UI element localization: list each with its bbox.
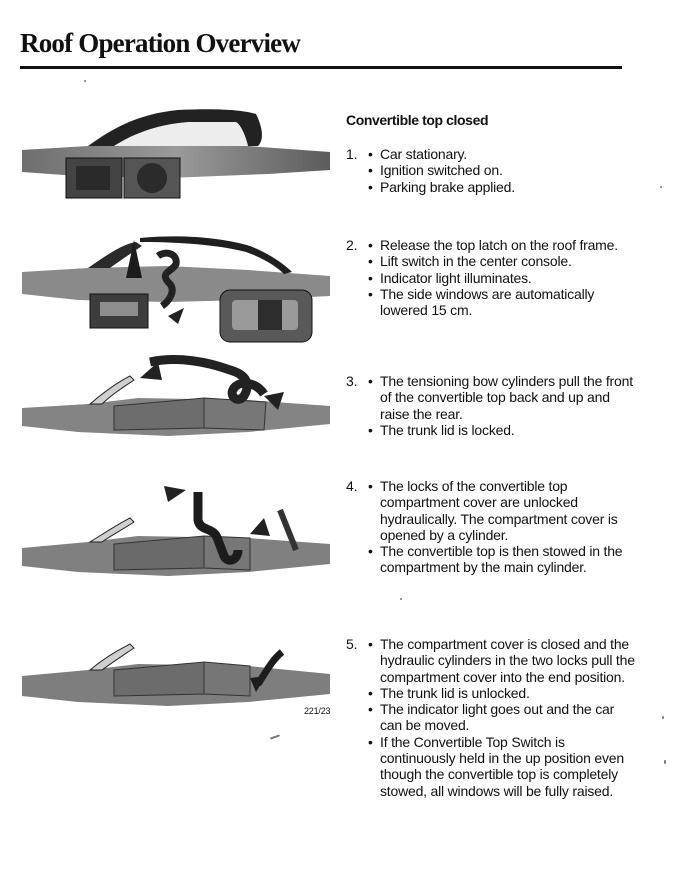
step-4-bullet-1: • The locks of the convertible top compartment cover are unlocked hydraulically. The compartment cover is opened by a cylinder. (368, 478, 618, 543)
step-5 (346, 636, 636, 799)
step-2-bullet-3: • Indicator light illuminates. (368, 269, 532, 286)
car-top-closed-illustration (18, 108, 334, 204)
top-raising-illustration (18, 352, 334, 452)
step-3-bullet-1: • The tensioning bow cylinders pull the front of the convertible top back and up and raise the rear. (368, 373, 633, 422)
step-number: 5. (346, 636, 358, 652)
scan-speck (664, 760, 666, 764)
step-number: 1. (346, 146, 358, 162)
step-1-bullet-2: • Ignition switched on. (368, 162, 503, 179)
scan-speck (84, 80, 86, 82)
scan-speck (400, 598, 402, 600)
step-5-bullet-1: • The compartment cover is closed and the hydraulic cylinders in the two locks pull the compartment cover into the end position. (368, 636, 635, 685)
top-stowed-illustration (18, 636, 334, 716)
step-5-bullet-3: • The indicator light goes out and the car can be moved. (368, 701, 615, 734)
top-latch-release-illustration (18, 232, 334, 346)
step-3 (346, 373, 636, 438)
step-number: 4. (346, 478, 358, 494)
scan-speck (660, 186, 662, 188)
figure-number: 221/23 (304, 706, 331, 716)
step-5-bullet-4: • If the Convertible Top Switch is continuously held in the up position even though the convertible top is completely stowed, all windows will be fully raised. (368, 733, 624, 799)
step-5-bullet-2: • The trunk lid is unlocked. (368, 684, 530, 701)
step-1 (346, 146, 636, 195)
compartment-cover-open-illustration (18, 476, 334, 590)
step-number: 3. (346, 373, 358, 389)
step-1-bullet-1: • Car stationary. (368, 146, 467, 162)
section-heading: Convertible top closed (346, 112, 489, 128)
step-2 (346, 237, 636, 318)
step-2-bullet-1: • Release the top latch on the roof frame. (368, 237, 618, 253)
scan-speck (270, 734, 280, 739)
step-4 (346, 478, 636, 576)
page-title: Roof Operation Overview (20, 28, 301, 58)
step-3-bullet-2: • The trunk lid is locked. (368, 421, 515, 438)
step-1-bullet-3: • Parking brake applied. (368, 178, 515, 195)
step-number: 2. (346, 237, 358, 253)
step-4-bullet-2: • The convertible top is then stowed in the compartment by the main cylinder. (368, 543, 623, 576)
scan-speck (662, 716, 664, 719)
step-2-bullet-4: • The side windows are automatically lowered 15 cm. (368, 285, 595, 319)
title-rule (20, 66, 622, 69)
step-2-bullet-2: • Lift switch in the center console. (368, 253, 572, 270)
